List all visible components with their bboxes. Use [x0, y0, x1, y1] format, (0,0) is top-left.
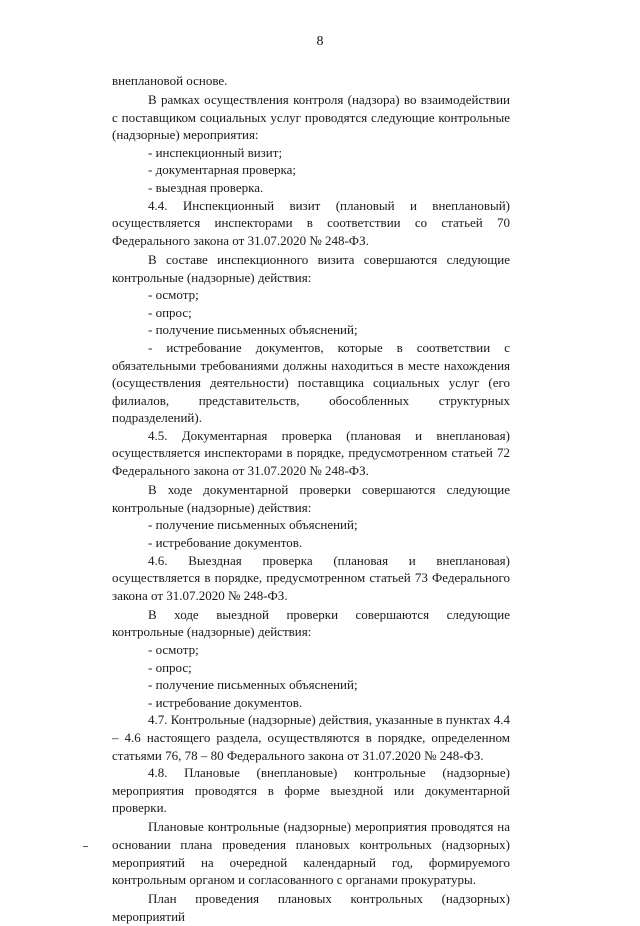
list-item: - опрос; — [148, 659, 192, 675]
paragraph: - истребование документов, которые в соответствии с обязательными требованиями должны находиться в месте нахождения (осуществления деятельности) поставщика социальных услуг (его филиалов, представительств, обособленных структурных подразделений). — [112, 339, 510, 426]
list-item: - получение письменных объяснений; — [148, 517, 358, 533]
paragraph: 4.4. Инспекционный визит (плановый и внеплановый) осуществляется инспекторами в соответствии со статьей 70 Федерального закона от 31.07.2020 № 248-ФЗ. — [112, 197, 510, 248]
list-item: - осмотр; — [148, 642, 199, 657]
paragraph: В ходе документарной проверки совершаются следующие контрольные (надзорные) действия: — [112, 482, 510, 515]
list-item: - истребование документов. — [148, 534, 303, 550]
margin-mark — [83, 846, 88, 847]
list-item: - получение письменных объяснений; — [148, 677, 358, 693]
paragraph: План проведения плановых контрольных (надзорных) мероприятий — [112, 891, 510, 924]
paragraph: внеплановой основе. — [112, 73, 228, 88]
list-item: - истребование документов. — [148, 694, 303, 710]
paragraph: 4.7. Контрольные (надзорные) действия, указанные в пунктах 4.4 – 4.6 настоящего раздела, осуществляются в порядке, определенном статьями 76, 78 – 80 Федерального закона от 31.07.2020 № 248-ФЗ. — [112, 712, 510, 763]
paragraph: В составе инспекционного визита совершаются следующие контрольные (надзорные) действия: — [112, 251, 510, 285]
list-item: - инспекционный визит; — [148, 144, 283, 160]
list-item: - получение письменных объяснений; — [148, 322, 358, 338]
document-body — [112, 72, 510, 926]
list-item: - выездная проверка. — [148, 180, 264, 196]
list-item: - документарная проверка; — [148, 162, 296, 178]
paragraph: 4.5. Документарная проверка (плановая и внеплановая) осуществляется инспекторами в порядке, предусмотренном статьей 72 Федерального закона от 31.07.2020 № 248-ФЗ. — [112, 427, 510, 479]
list-item: - опрос; — [148, 304, 192, 320]
paragraph: В ходе выездной проверки совершаются следующие контрольные (надзорные) действия: — [112, 606, 510, 640]
page-number: 8 — [316, 34, 324, 49]
paragraph: Плановые контрольные (надзорные) мероприятия проводятся на основании плана проведения плановых контрольных (надзорных) мероприятий на очередной календарный год, формируемого контрольным органом и согласованного с органами прокуратуры. — [112, 819, 510, 888]
list-item: - осмотр; — [148, 287, 199, 303]
paragraph: В рамках осуществления контроля (надзора) во взаимодействии с поставщиком социальных услуг проводятся следующие контрольные (надзорные) мероприятия: — [112, 92, 510, 143]
paragraph: 4.8. Плановые (внеплановые) контрольные (надзорные) мероприятия проводятся в форме выездной или документарной проверки. — [112, 765, 510, 816]
paragraph: 4.6. Выездная проверка (плановая и внеплановая) осуществляется в порядке, предусмотренном статьей 73 Федерального закона от 31.07.2020 № 248-ФЗ. — [112, 552, 510, 603]
